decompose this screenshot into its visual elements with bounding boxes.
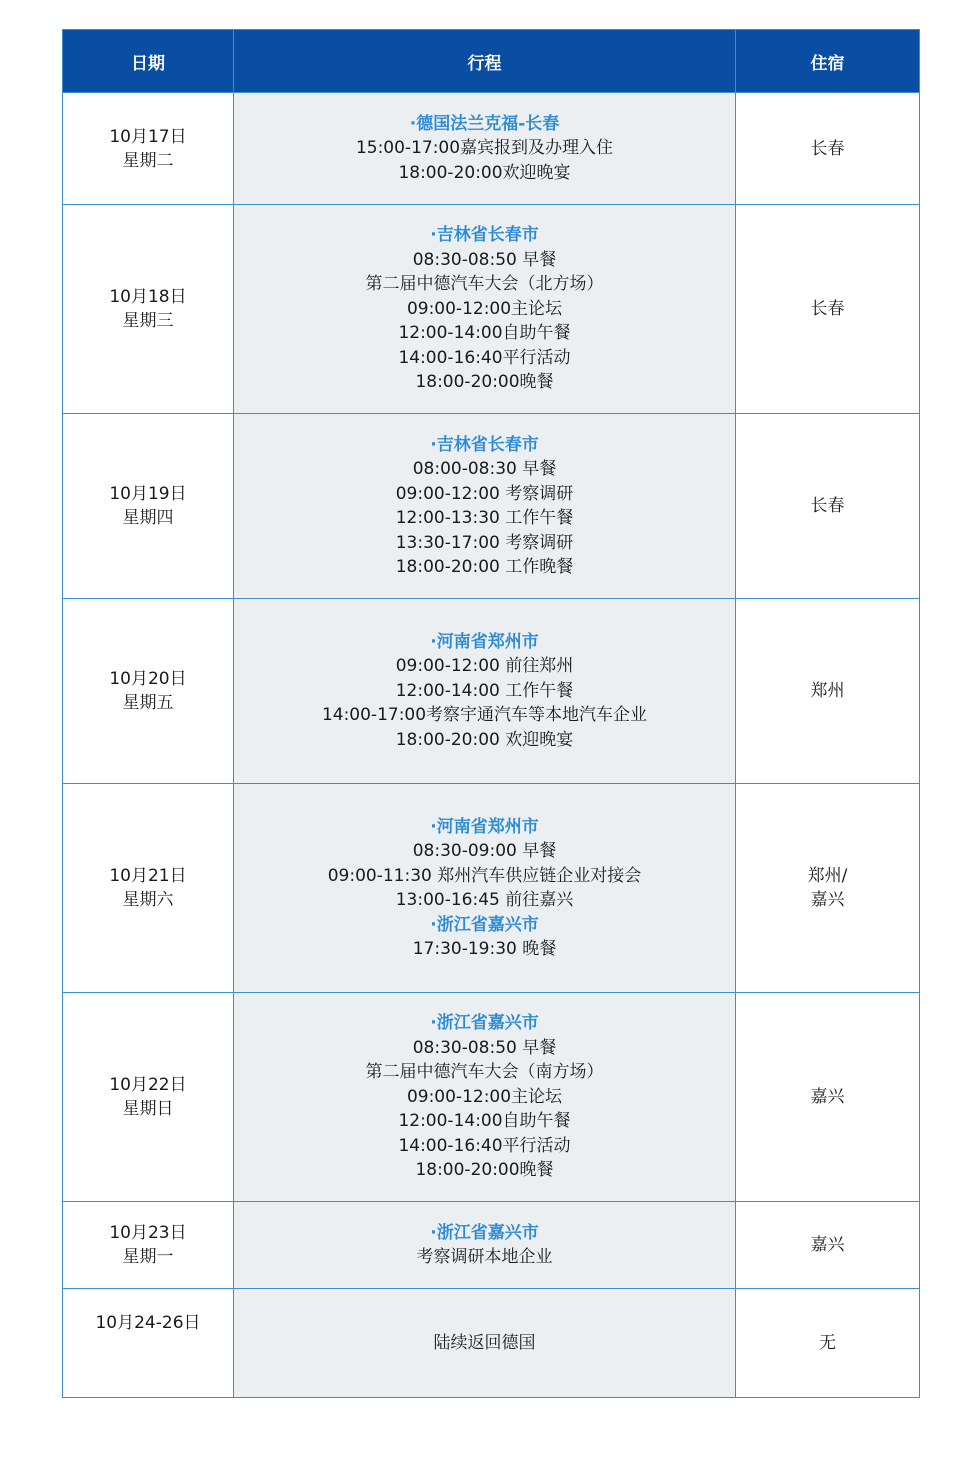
itinerary-cell [234,993,736,1202]
date-text: 10月22日 [109,1075,187,1095]
itinerary-item: 第二届中德汽车大会（北方场） [365,274,604,295]
itinerary-item: 18:00-20:00晚餐 [415,372,554,393]
date-text: 10月20日 [109,669,187,689]
table-body [63,93,920,1398]
itinerary-table [62,29,920,1398]
date-cell [63,205,234,414]
itinerary-location: ·吉林省长春市 [430,225,539,246]
date-text: 10月24-26日 [95,1313,201,1333]
itinerary-item: 考察调研本地企业 [416,1247,553,1267]
lodging-text: 嘉兴 [810,1235,845,1255]
itinerary-item: 09:00-12:00主论坛 [406,298,563,319]
itinerary-item: 18:00-20:00 欢迎晚宴 [395,729,574,750]
itinerary-cell [234,414,736,599]
itinerary-item: 18:00-20:00欢迎晚宴 [398,162,571,183]
date-cell [63,599,234,784]
lodging-cell [736,1202,920,1289]
itinerary-item: 09:00-12:00 前往郑州 [395,656,574,677]
itinerary-location: ·浙江省嘉兴市 [430,1222,539,1243]
itinerary-item: 13:00-16:45 前往嘉兴 [395,890,574,910]
itinerary-item: 14:00-16:40平行活动 [398,1135,571,1156]
weekday-text: 星期五 [122,693,174,713]
date-cell [63,93,234,205]
itinerary-item: 18:00-20:00 工作晚餐 [395,557,574,577]
table-row [63,205,920,414]
lodging-cell [736,414,920,599]
itinerary-item: 12:00-14:00自助午餐 [398,1111,571,1132]
lodging-text: 嘉兴 [810,890,845,910]
date-text: 10月21日 [109,866,187,886]
lodging-cell [736,784,920,993]
itinerary-cell [234,205,736,414]
itinerary-location: ·德国法兰克福-长春 [409,113,560,134]
date-text: 10月17日 [109,126,187,147]
itinerary-item: 09:00-12:00主论坛 [406,1086,563,1107]
weekday-text: 星期六 [122,890,174,910]
itinerary-item: 12:00-13:30 工作午餐 [395,508,574,528]
itinerary-item: 第二届中德汽车大会（南方场） [365,1062,604,1083]
date-text: 10月23日 [109,1223,187,1243]
itinerary-cell [234,1202,736,1289]
itinerary-item: 12:00-14:00 工作午餐 [395,680,574,701]
lodging-text: 长春 [810,138,845,159]
weekday-text: 星期一 [122,1247,174,1267]
table-row [63,993,920,1202]
itinerary-item: 17:30-19:30 晚餐 [412,939,557,959]
itinerary-item: 陆续返回德国 [433,1332,536,1353]
lodging-cell [736,93,920,205]
table-row [63,1289,920,1398]
lodging-cell [736,993,920,1202]
itinerary-cell [234,784,736,993]
itinerary-item: 12:00-14:00自助午餐 [398,323,571,344]
itinerary-item: 14:00-16:40平行活动 [398,347,571,368]
table-row [63,93,920,205]
itinerary-item: 09:00-12:00 考察调研 [395,483,574,504]
itinerary-item: 08:00-08:30 早餐 [412,459,557,479]
itinerary-item: 08:30-08:50 早餐 [412,249,557,270]
lodging-text: 长春 [810,496,845,516]
date-text: 10月19日 [109,484,187,504]
table-row [63,599,920,784]
itinerary-item: 08:30-08:50 早餐 [412,1037,557,1058]
lodging-text: 郑州 [810,681,845,701]
itinerary-item: 15:00-17:00嘉宾报到及办理入住 [355,138,614,159]
weekday-text: 星期日 [122,1099,174,1119]
header-lodging: 住宿 [736,30,920,93]
lodging-cell [736,205,920,414]
table-row [63,784,920,993]
weekday-text: 星期四 [122,508,174,528]
lodging-text: 郑州/ [807,866,848,886]
header-date: 日期 [63,30,234,93]
itinerary-item: 18:00-20:00晚餐 [415,1160,554,1181]
date-cell [63,1202,234,1289]
itinerary-cell [234,1289,736,1398]
itinerary-location: ·吉林省长春市 [430,434,539,455]
weekday-text: 星期三 [122,311,174,331]
lodging-text: 嘉兴 [810,1087,845,1107]
date-cell [63,1289,234,1398]
itinerary-item: 14:00-17:00考察宇通汽车等本地汽车企业 [321,705,648,726]
itinerary-cell [234,93,736,205]
lodging-cell [736,599,920,784]
date-cell [63,414,234,599]
date-text: 10月18日 [109,287,187,307]
date-cell [63,784,234,993]
table-header [63,30,920,93]
itinerary-item: 08:30-09:00 早餐 [412,841,557,861]
itinerary-item: 13:30-17:00 考察调研 [395,532,574,553]
table-row [63,414,920,599]
itinerary-location: ·河南省郑州市 [430,816,539,837]
itinerary-item: 09:00-11:30 郑州汽车供应链企业对接会 [327,865,642,886]
lodging-cell [736,1289,920,1398]
itinerary-location: ·浙江省嘉兴市 [430,914,539,935]
lodging-text: 无 [819,1333,836,1353]
date-cell [63,993,234,1202]
table-row [63,1202,920,1289]
itinerary-location: ·浙江省嘉兴市 [430,1013,539,1034]
header-itinerary: 行程 [234,30,736,93]
lodging-text: 长春 [810,299,845,319]
itinerary-location: ·河南省郑州市 [430,631,539,652]
itinerary-cell [234,599,736,784]
weekday-text: 星期二 [122,150,174,171]
